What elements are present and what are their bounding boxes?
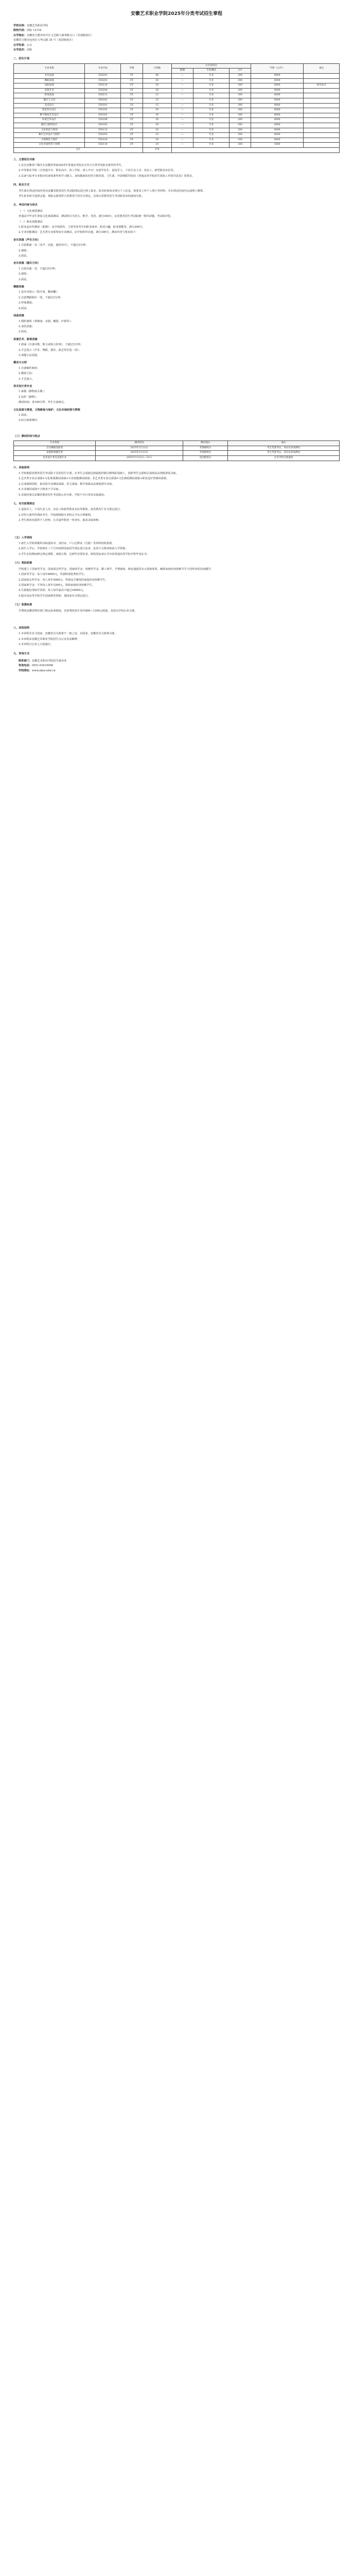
table-row <box>14 133 340 138</box>
table-cell: 考生凭准考证、身份证参加测试 <box>228 451 340 456</box>
table-cell: 专业 <box>193 123 230 128</box>
table-cell: 2025年3月22日 <box>96 446 183 451</box>
section-heading: 八、其他说明 <box>13 626 30 630</box>
table-subheader-cell: 专业测试 <box>193 69 230 74</box>
test-item: 1.唱腔演唱（黄梅戏、京剧、徽剧、庐剧等）； <box>19 319 74 323</box>
table-cell: — <box>171 128 193 133</box>
test-item: 1.朗诵（自备诗歌、散文或寓言故事），不超过3分钟； <box>19 343 83 347</box>
table-cell: 专业 <box>193 103 230 108</box>
table-cell: 3年 <box>121 138 143 143</box>
paragraph: 2.对符合条件的残疾考生，学校将根据专业特点予以合理便利。 <box>19 513 94 517</box>
info-label: 办学性质： <box>13 43 27 47</box>
paragraph: 1.具有安徽省户籍并在安徽省参加2025年普通高考报名且符合分类考试报名条件的考生。 <box>19 163 124 167</box>
paragraph: 1.新生入学时须携带录取通知书、身份证、户口迁移证（自愿）等材料按时报到。 <box>19 542 115 546</box>
info-value: 高职 <box>26 48 32 52</box>
info-line <box>13 48 340 52</box>
table-cell <box>304 118 340 123</box>
table-cell: 3年 <box>121 78 143 83</box>
table-header-cell: 专业名称 <box>14 63 85 73</box>
paragraph: 3.国家助学金：平均每人每年3300元，资助家庭经济困难学生。 <box>19 583 95 587</box>
table-cell: 20 <box>143 78 171 83</box>
contact-label: 学校网址： <box>19 669 32 672</box>
table-row <box>14 108 340 113</box>
table-cell: — <box>171 83 193 89</box>
table-cell: 专业 <box>193 108 230 113</box>
table-row <box>14 83 340 89</box>
info-label: 院校代码： <box>13 29 27 32</box>
table-cell <box>304 103 340 108</box>
sections-b <box>13 466 340 523</box>
table-cell: 550201 <box>85 74 121 79</box>
table-cell: 550113 <box>85 128 121 133</box>
sections-d <box>13 626 340 656</box>
table-cell: 舞蹈表演 <box>14 78 85 83</box>
table-cell: 8000 <box>251 113 304 118</box>
contact-block <box>13 659 340 673</box>
table-subheader-cell: 合计 <box>229 69 251 74</box>
table-cell: 美术设计 <box>14 103 85 108</box>
table-cell: 视觉传达设计 <box>14 108 85 113</box>
table-row <box>14 451 340 456</box>
table-cell: — <box>171 118 193 123</box>
paragraph: 2.艺术类专业总成绩=文化素质测试成绩+专业技能测试成绩；非艺术类专业总成绩=文化素质测试成绩+职业适应性测试成绩。 <box>19 477 169 481</box>
table-header-cell: 专业代码 <box>85 63 121 73</box>
test-block-title: 音乐表演（器乐方向） <box>13 262 40 265</box>
table-cell: 300 <box>229 143 251 148</box>
table-cell: 详见学校官网通知 <box>228 456 340 461</box>
contact-value: 安徽艺术职业学院招生就业处 <box>31 659 67 663</box>
table-cell: 数字媒体艺术设计 <box>14 113 85 118</box>
table-row <box>14 138 340 143</box>
table-cell: 专业 <box>193 143 230 148</box>
exam-paras <box>13 209 340 235</box>
section-heading: 七、有关政策规定 <box>13 502 35 506</box>
paragraph: 4.专业测试成绩不合格者不予录取。 <box>19 488 61 492</box>
paragraph: 1.本章程若有与国家、安徽省有关政策不一致之处，以国家、安徽省有关政策为准。 <box>19 632 117 636</box>
table-cell: 550120 <box>85 138 121 143</box>
sections-c <box>13 536 340 613</box>
section-heading: 六、录取原则 <box>13 466 30 469</box>
test-item: 4.面试。 <box>19 307 29 310</box>
table-cell: 3年 <box>121 118 143 123</box>
info-value: 安徽省合肥市包河区九华山路 35 号（花园街校区） <box>13 39 75 42</box>
table-cell: — <box>171 113 193 118</box>
contact-line <box>13 659 340 663</box>
table-cell: 8000 <box>251 138 304 143</box>
table-cell: — <box>171 78 193 83</box>
table-cell: 3年 <box>121 113 143 118</box>
paragraph: 普通高中毕业生参加文化素质测试，测试科目为语文、数学、英语，满分300分，由省教育招生考试院统一组织命题、考试和评卷。 <box>19 215 173 218</box>
table-cell: 550203 <box>85 133 121 138</box>
table-cell: 550204 <box>85 88 121 93</box>
table-cell: 8000 <box>251 103 304 108</box>
table-header-row <box>14 63 340 69</box>
table-total-label: 合计 <box>14 147 143 152</box>
info-line <box>13 43 340 47</box>
table-header-cell: 专业类别 <box>14 441 96 446</box>
paragraph: 2.专业技能测试：艺术类专业须参加专业测试，由学校组织实施，满分300分，测试内容与要求如下： <box>19 231 138 234</box>
table-cell: 美术设计类及其他专业 <box>14 456 96 461</box>
table-total-row <box>14 147 340 152</box>
table-cell: 300 <box>229 138 251 143</box>
table-cell: 15 <box>143 93 171 98</box>
table-header-cell: 测试地点 <box>183 441 227 446</box>
table-cell: — <box>171 108 193 113</box>
paragraph: 1.国家奖学金：每人每年8000元，奖励特别优秀的学生。 <box>19 573 87 577</box>
test-item: 2.身段表演； <box>19 325 34 328</box>
table-cell: 550202 <box>85 78 121 83</box>
paragraph: 2.中等职业学校（含普通中专、职业高中、技工学校、成人中专）应届毕业生、退役军人、下岗失业人员、农民工、新型职业农民等。 <box>19 169 176 173</box>
table-cell <box>304 113 340 118</box>
info-value: 公办 <box>26 43 32 47</box>
table-cell: 专业 <box>193 113 230 118</box>
table-cell: 20 <box>143 143 171 148</box>
table-cell: 15 <box>143 133 171 138</box>
table-cell: 40 <box>143 74 171 79</box>
table-cell: 30 <box>143 113 171 118</box>
paragraph: 1.退役军人、下岗失业人员、农民工和新型职业农民等群体，按省教育厅有关规定执行。 <box>19 508 123 512</box>
paragraph: 2.新生入学后，学校将在三个月内按照国家招生规定进行复查，复查不合格者取消入学资格。 <box>19 547 128 551</box>
paragraph: 3.总成绩相同时，依次按专业测试成绩、语文成绩、数学成绩从高到低排序录取。 <box>19 482 115 486</box>
info-label: 学校名称： <box>13 24 27 27</box>
table-cell: 20 <box>143 138 171 143</box>
table-cell: 专业 <box>193 93 230 98</box>
exam-heading: 五、考试内容与形式 <box>13 204 38 207</box>
table-cell: — <box>171 123 193 128</box>
table-cell: 550102 <box>85 108 121 113</box>
paragraph: 3.本章程自公布之日起施行。 <box>19 643 54 647</box>
contact-label: 咨询电话： <box>19 664 32 668</box>
section-heading: （五）入学须知 <box>13 536 32 539</box>
page-title: 安徽艺术职业学院2025年分类考试招生章程 <box>130 11 223 16</box>
table-cell: 550101 <box>85 103 121 108</box>
table-cell: 音乐表演 <box>14 74 85 79</box>
table-header-cell: 学费（元/年） <box>251 63 304 73</box>
test-block-title: 表演艺术、影视表演 <box>13 337 38 341</box>
table-cell: 8000 <box>251 108 304 113</box>
table-cell: 300 <box>229 93 251 98</box>
test-block-title: 播音与主持 <box>13 361 27 365</box>
table-cell: 300 <box>229 103 251 108</box>
table-cell: 专业 <box>193 138 230 143</box>
table-row <box>14 123 340 128</box>
table-cell: 专业 <box>193 83 230 89</box>
table-cell: — <box>171 88 193 93</box>
table-cell: 考生凭准考证、身份证参加测试 <box>228 446 340 451</box>
table-cell: 文化市场经营与管理 <box>14 143 85 148</box>
test-item: 1.自选乐曲一首，不超过5分钟； <box>19 267 58 270</box>
table-cell: 专业 <box>193 78 230 83</box>
table-cell: 25 <box>143 98 171 104</box>
table-cell: 5000 <box>251 143 304 148</box>
table-cell: 20 <box>143 123 171 128</box>
paragraph: 3.考生须如实提供个人材料，凡弄虚作假者一经查实，取消录取资格。 <box>19 519 101 522</box>
table-cell: 550103 <box>85 113 121 118</box>
table-cell: 3年 <box>121 103 143 108</box>
table-cell: 550105 <box>85 123 121 128</box>
test-item: 2.综合素质测评。 <box>19 419 40 422</box>
paragraph: 2.国家励志奖学金：每人每年5000元，奖励品学兼优的家庭经济困难学生。 <box>19 578 108 582</box>
table-row <box>14 103 340 108</box>
info-line <box>13 38 340 42</box>
contact-value: www.ahyz.edu.cn <box>31 669 56 672</box>
table-cell: 300 <box>229 133 251 138</box>
table-row <box>14 98 340 104</box>
test-block-title: 文化创意与策划、文物修复与保护、文化市场经营与管理 <box>13 408 80 412</box>
table-header-cell: 分专业科目 <box>171 63 251 69</box>
table-cell: 8000 <box>251 83 304 89</box>
table-cell: 8000 <box>251 88 304 93</box>
paragraph: 3.具备与报考专业相应的身体条件和学习能力，身体健康状况符合教育部、卫生部、中国残联印发的《普通高等学校招生体检工作指导意见》的要求。 <box>19 174 195 178</box>
table-cell: 550106 <box>85 118 121 123</box>
table-cell <box>171 147 339 152</box>
test-item: 1.自备稿件朗读； <box>19 366 40 370</box>
table-row <box>14 446 340 451</box>
test-item: 3.面试。 <box>19 330 29 334</box>
table-cell: 3年 <box>121 88 143 93</box>
info-value: 国标 12116 <box>26 29 42 32</box>
table-cell <box>304 93 340 98</box>
paragraph: 学费按安徽省物价部门核定标准收取，住宿费按每生每年800—1200元收取，具体以学校公布为准。 <box>19 609 137 613</box>
contact-value: 0551-63419090 <box>31 664 54 668</box>
table-cell <box>304 143 340 148</box>
table-cell: 20 <box>143 88 171 93</box>
table-cell: 芙蓉路校区 <box>183 446 227 451</box>
paragraph: 考生报名时可选择志愿，填报志愿须符合省教育厅的有关规定，具体以省教育招生考试院发布的通知为准。 <box>19 194 144 198</box>
table-cell: 30 <box>143 83 171 89</box>
table-cell: 芙蓉路校区 <box>183 451 227 456</box>
table-cell: 300 <box>229 83 251 89</box>
table-cell: 8000 <box>251 78 304 83</box>
test-item: 1.基本功展示（软开度、跳转翻）； <box>19 291 60 294</box>
table-cell: — <box>171 93 193 98</box>
test-block-title: 戏曲表演 <box>13 314 24 318</box>
table-cell: 音乐舞蹈戏曲类 <box>14 446 96 451</box>
table-cell: — <box>171 74 193 79</box>
info-line <box>13 28 340 32</box>
table-header-cell: 备注 <box>228 441 340 446</box>
table-cell <box>304 128 340 133</box>
paragraph: 考生须在规定时间内登录安徽省教育招生考试院网站进行网上报名，报名时须如实填写个人信息，按要求上传个人照片等材料，并在规定时间内完成网上缴费。 <box>19 189 206 193</box>
table-cell: 30 <box>143 108 171 113</box>
contact-line <box>13 669 340 673</box>
table-cell: 8000 <box>251 128 304 133</box>
table-cell: 20 <box>143 128 171 133</box>
table-cell: 文化创意与策划 <box>14 128 85 133</box>
table-cell: 300 <box>229 118 251 123</box>
table-row <box>14 143 340 148</box>
table-cell <box>304 138 340 143</box>
table-cell: 3年 <box>121 128 143 133</box>
table-cell: — <box>171 133 193 138</box>
table-cell: 300 <box>229 123 251 128</box>
section-heading: （六）资助政策 <box>13 562 32 565</box>
test-item: 3.形体测量； <box>19 301 34 305</box>
table-cell: 专业 <box>193 118 230 123</box>
table-cell: 戏曲表演 <box>14 83 85 89</box>
test-item: 2.自选舞蹈剧目一段，不超过2分钟； <box>19 296 63 299</box>
paragraph: 学校建立了国家奖学金、国家励志奖学金、国家助学金、校级奖学金、勤工助学、学费减免、绿色通道等多元资助体系，确保家庭经济困难学生不因经济原因而辍学。 <box>19 567 214 571</box>
table-header-cell: 计划数 <box>143 63 171 73</box>
test-item: 3.面试。 <box>19 278 29 281</box>
table-row <box>14 128 340 133</box>
test-item: 3.才艺展示。 <box>19 377 34 381</box>
table-cell: 3年 <box>121 123 143 128</box>
table-cell: 8000 <box>251 133 304 138</box>
section-heading: 九、咨询方式 <box>13 652 30 655</box>
table-cell <box>304 88 340 93</box>
table-cell: 8000 <box>251 74 304 79</box>
table-cell: 300 <box>229 88 251 93</box>
table-cell: 8000 <box>251 118 304 123</box>
table-row <box>14 456 340 461</box>
table-cell: 8000 <box>251 98 304 104</box>
table-row <box>14 88 340 93</box>
table-cell: — <box>171 103 193 108</box>
info-label: 办学层次： <box>13 48 27 52</box>
test-blocks <box>13 238 340 423</box>
table-cell: 专业 <box>193 98 230 104</box>
table-cell <box>304 108 340 113</box>
table-cell: 影视表演 <box>14 93 85 98</box>
section-heading: 三、主要招生对象 <box>13 158 35 161</box>
table-cell: 初中起点 <box>304 83 340 89</box>
table-cell: 550210 <box>85 83 121 89</box>
table-cell: 3年 <box>121 74 143 79</box>
table-cell: 2025年3月22日—23日 <box>96 456 183 461</box>
section-heading: 四、报名方式 <box>13 183 30 187</box>
schedule-table <box>13 440 340 461</box>
table-cell: 5年 <box>121 83 143 89</box>
section-heading: （七）收费标准 <box>13 603 32 607</box>
test-item: 2.模拟主持； <box>19 372 34 376</box>
table-cell: 3年 <box>121 93 143 98</box>
table-cell: 3年 <box>121 133 143 138</box>
test-item: 3.命题小品表演。 <box>19 353 40 357</box>
table-cell <box>304 78 340 83</box>
info-line <box>13 33 340 38</box>
table-row <box>14 113 340 118</box>
paragraph: 3.学生在校期间修完规定课程，成绩合格，达到毕业要求者，颁发国家承认学历的普通高等学校专科毕业证书。 <box>19 552 149 556</box>
table-cell: 300 <box>229 78 251 83</box>
test-block-title: 舞蹈表演 <box>13 285 24 289</box>
table-cell <box>304 133 340 138</box>
test-item: 2.才艺展示（声乐、舞蹈、器乐、曲艺等任选一项）； <box>19 348 81 352</box>
table-cell: 3年 <box>121 143 143 148</box>
table-header-cell: 备注 <box>304 63 340 73</box>
table-cell: 3年 <box>121 98 143 104</box>
paragraph: 5.服兵役高等学校学生国家教育资助：按国家有关规定执行。 <box>19 594 91 598</box>
contact-label: 联系部门： <box>19 659 32 663</box>
table-row <box>14 118 340 123</box>
paragraph: 1.职业适应性测试（职测）：由学校组织，主要考查考生的职业素养、职业兴趣、职业潜能等，满分200分。 <box>19 226 145 229</box>
paragraph: 4.生源地信用助学贷款：每人每年最高不超过16000元。 <box>19 589 86 592</box>
info-value: 安徽省合肥市经开区文艺路与翡翠路交口（芙蓉路校区） <box>26 33 94 37</box>
paragraph: （二）职业技能测试 <box>19 220 43 224</box>
schedule-heading: （三）测试时间与地点 <box>13 434 40 438</box>
table-cell: 15 <box>143 103 171 108</box>
table-cell: — <box>171 143 193 148</box>
table-cell: 舞台艺术设计与制作 <box>14 133 85 138</box>
info-line <box>13 24 340 28</box>
table-cell: 表演艺术 <box>14 88 85 93</box>
info-label: 办学地址： <box>13 33 27 37</box>
table-cell: 560202 <box>85 98 121 104</box>
table-row <box>14 78 340 83</box>
table-row <box>14 93 340 98</box>
paragraph: 2.本章程由安徽艺术职业学院招生办公室负责解释。 <box>19 637 80 641</box>
table-cell <box>304 98 340 104</box>
plan-table <box>13 63 340 153</box>
table-cell: 3年 <box>121 108 143 113</box>
table-cell: 环境艺术设计 <box>14 118 85 123</box>
contact-line <box>13 664 340 668</box>
test-item: 2.视唱； <box>19 249 29 252</box>
table-cell: 专业 <box>193 88 230 93</box>
plan-heading: 二、招生计划 <box>13 57 30 61</box>
table-cell: 30 <box>143 118 171 123</box>
table-subheader-cell: 职测 <box>171 69 193 74</box>
table-cell: — <box>171 98 193 104</box>
table-cell: 花园街校区 <box>183 456 227 461</box>
paragraph: 1.学校根据省教育招生考试院下达的招生计划，在考生总成绩达到最低控制分数线的基础上，按照考生志愿和总成绩从高到低择优录取。 <box>19 472 179 475</box>
table-cell <box>304 74 340 79</box>
table-cell: 300 <box>229 98 251 104</box>
table-cell: 300 <box>229 113 251 118</box>
table-header-cell: 学制 <box>121 63 143 73</box>
test-item: 1.素描（静物或头像）； <box>19 390 47 394</box>
table-cell: 2025年3月23日 <box>96 451 183 456</box>
test-item: 2.色彩（静物）； <box>19 395 39 399</box>
table-cell: 文物修复与保护 <box>14 138 85 143</box>
table-cell: 专业 <box>193 74 230 79</box>
test-block-title: 音乐表演（声乐方向） <box>13 238 40 242</box>
table-cell: 表演影视播音类 <box>14 451 96 456</box>
table-total-value: 370 <box>143 147 171 152</box>
test-item: 2.视唱； <box>19 273 29 276</box>
test-item: 1.面试； <box>19 414 29 417</box>
table-cell: — <box>171 138 193 143</box>
table-header-row <box>14 441 340 446</box>
test-item: 测试时间：各180分钟，考生自备画具。 <box>19 401 66 404</box>
paragraph: （一）文化素质测试 <box>19 209 43 213</box>
table-cell: 专业 <box>193 133 230 138</box>
paragraph: 5.录取结果以安徽省教育招生考试院公布为准，学校不另行寄发录取通知。 <box>19 493 107 497</box>
info-value: 安徽艺术职业学院 <box>26 24 48 27</box>
test-item: 3.面试。 <box>19 255 29 258</box>
table-cell: 播音与主持 <box>14 98 85 104</box>
test-block-title: 美术设计类专业 <box>13 384 32 388</box>
school-info <box>13 24 340 52</box>
test-item: 1.自选歌曲一首（美声、民族、通俗均可），不超过3分钟； <box>19 244 89 247</box>
table-cell: 300 <box>229 108 251 113</box>
table-cell <box>304 123 340 128</box>
table-cell: 服装与服饰设计 <box>14 123 85 128</box>
table-cell: 专业 <box>193 128 230 133</box>
sections-a <box>13 158 340 199</box>
table-cell: 8000 <box>251 123 304 128</box>
table-cell: 8000 <box>251 93 304 98</box>
table-cell: 300 <box>229 74 251 79</box>
table-row <box>14 74 340 79</box>
table-header-cell: 测试时间 <box>96 441 183 446</box>
table-cell: 550211 <box>85 93 121 98</box>
table-cell: 300 <box>229 128 251 133</box>
table-cell: 550114 <box>85 143 121 148</box>
